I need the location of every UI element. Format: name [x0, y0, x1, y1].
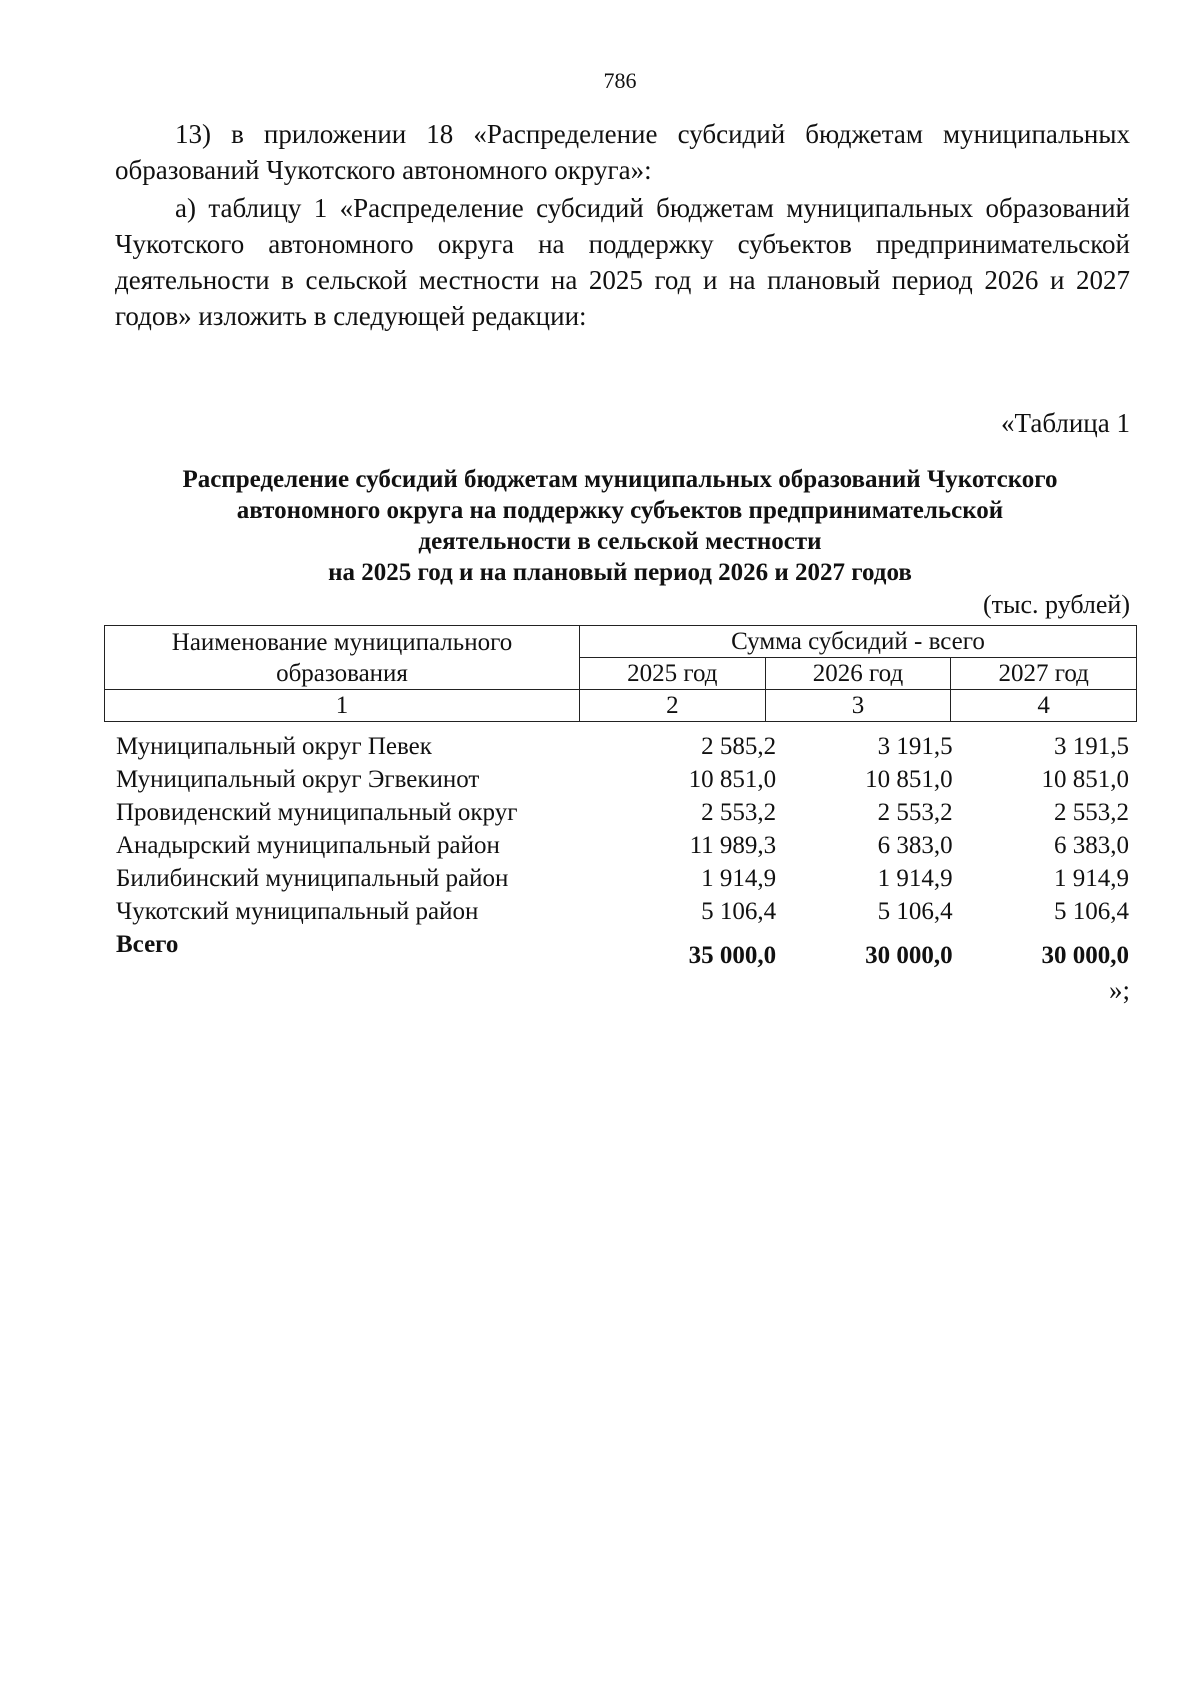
row-name: Билибинский муниципальный район	[116, 865, 509, 892]
row-value-2026: 3 191,5	[877, 733, 953, 760]
header-sum-cell: Сумма субсидий - всего	[580, 626, 1137, 658]
header-year-2026: 2026 год	[765, 658, 951, 690]
table-body	[104, 730, 1137, 972]
total-label: Всего	[116, 931, 179, 958]
header-name-cell: Наименование муниципального образования	[105, 626, 580, 690]
column-number-4: 4	[951, 690, 1137, 722]
row-name: Муниципальный округ Эгвекинот	[116, 766, 480, 793]
table-label: «Таблица 1	[1001, 408, 1130, 438]
table-row	[104, 829, 1137, 862]
row-value-2025: 1 914,9	[701, 865, 777, 892]
row-value-2027: 3 191,5	[1054, 733, 1129, 760]
row-value-2025: 5 106,4	[701, 898, 777, 925]
intro-paragraph-2-text: а) таблицу 1 «Распределение субсидий бюджетам муниципальных образований Чукотского автономного округа на поддержку субъектов предпринимательской деятельности в сельской местности на 2025 год и на плановый период 2026 и 2027 годов» изложить в следующей редакции:	[115, 193, 1130, 331]
table-title	[100, 464, 1140, 588]
row-name: Анадырский муниципальный район	[116, 832, 500, 859]
table-title-line: на 2025 год и на плановый период 2026 и 2027 годов	[328, 559, 912, 586]
row-value-2026: 5 106,4	[877, 898, 953, 925]
table-row	[104, 862, 1137, 895]
row-name: Муниципальный округ Певек	[116, 733, 432, 760]
row-value-2025: 10 851,0	[688, 766, 777, 793]
table-header	[104, 625, 1137, 722]
row-value-2025: 2 553,2	[701, 799, 777, 826]
table-row	[104, 895, 1137, 928]
total-row	[104, 928, 1137, 972]
row-name: Чукотский муниципальный район	[116, 898, 479, 925]
table-title-line: деятельности в сельской местности	[418, 528, 822, 555]
header-year-2025: 2025 год	[580, 658, 766, 690]
total-value-2026: 30 000,0	[865, 942, 953, 969]
row-value-2027: 10 851,0	[1041, 766, 1129, 793]
row-value-2027: 1 914,9	[1054, 865, 1129, 892]
row-value-2026: 1 914,9	[877, 865, 953, 892]
intro-paragraph-1-text: 13) в приложении 18 «Распределение субсидий бюджетам муниципальных образований Чукотского автономного округа»:	[115, 119, 1130, 185]
page-number: 786	[603, 68, 637, 93]
row-value-2025: 2 585,2	[701, 733, 777, 760]
table-row	[104, 796, 1137, 829]
total-value-2027: 30 000,0	[1041, 942, 1129, 969]
table-row	[104, 730, 1137, 763]
row-value-2027: 5 106,4	[1054, 898, 1129, 925]
units-label: (тыс. рублей)	[982, 590, 1130, 619]
table-title-line: автономного округа на поддержку субъектов предпринимательской	[236, 497, 1004, 524]
intro-paragraph-2	[115, 190, 1130, 334]
row-value-2026: 2 553,2	[877, 799, 953, 826]
intro-paragraph-1	[115, 116, 1130, 188]
total-value-2025: 35 000,0	[688, 942, 777, 969]
table-row	[104, 763, 1137, 796]
row-value-2026: 10 851,0	[865, 766, 953, 793]
column-number-2: 2	[580, 690, 766, 722]
row-value-2025: 11 989,3	[689, 832, 777, 859]
column-number-1: 1	[105, 690, 580, 722]
row-value-2027: 2 553,2	[1054, 799, 1129, 826]
row-value-2026: 6 383,0	[877, 832, 953, 859]
row-value-2027: 6 383,0	[1054, 832, 1129, 859]
table-title-line: Распределение субсидий бюджетам муниципальных образований Чукотского	[182, 466, 1058, 493]
header-year-2027: 2027 год	[951, 658, 1137, 690]
row-name: Провиденский муниципальный округ	[116, 799, 518, 826]
closing-quote: »;	[1108, 975, 1130, 1005]
column-number-3: 3	[765, 690, 951, 722]
